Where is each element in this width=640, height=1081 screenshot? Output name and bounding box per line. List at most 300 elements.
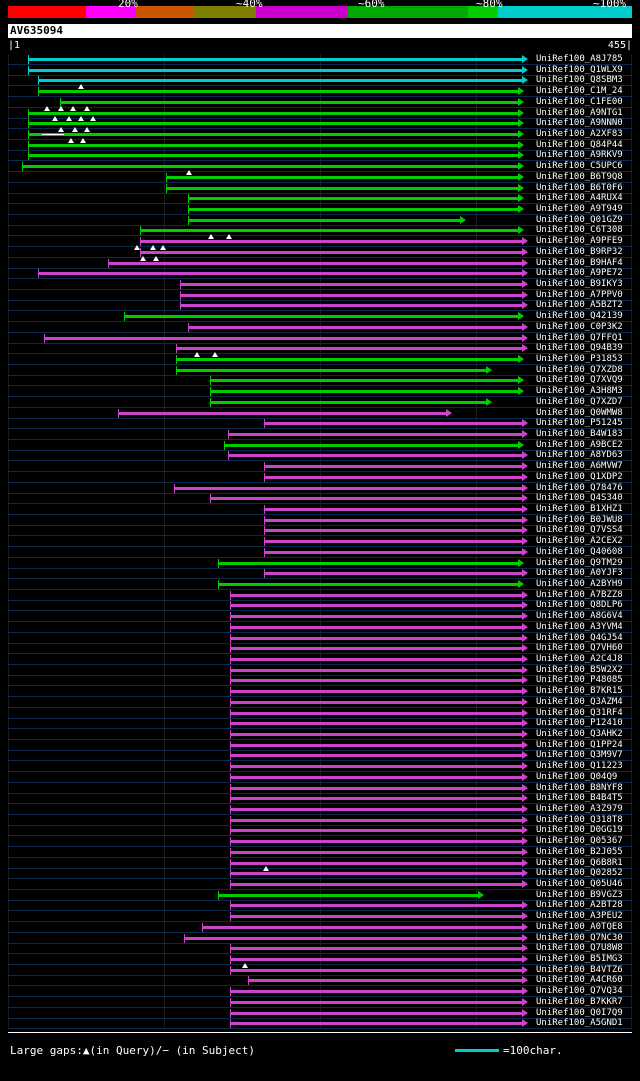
hit-start-cap	[180, 280, 181, 289]
hit-arrow-icon	[478, 891, 484, 899]
hit-start-cap	[202, 923, 203, 932]
hit-bar[interactable]	[188, 208, 518, 211]
hit-start-cap	[230, 751, 231, 760]
hit-label[interactable]: UniRef100_A9PFE9	[536, 236, 623, 246]
hit-start-cap	[264, 548, 265, 557]
hit-start-cap	[108, 259, 109, 268]
hit-label[interactable]: UniRef100_Q7VSS4	[536, 525, 623, 535]
hit-bar[interactable]	[264, 508, 522, 511]
hit-bar[interactable]	[108, 262, 522, 265]
hit-start-cap	[230, 741, 231, 750]
hit-label[interactable]: UniRef100_Q7VH60	[536, 643, 623, 653]
hit-label[interactable]: UniRef100_Q40608	[536, 547, 623, 557]
hit-label[interactable]: UniRef100_A3YVM4	[536, 622, 623, 632]
hit-start-cap	[230, 869, 231, 878]
hit-bar[interactable]	[230, 637, 522, 640]
hit-label[interactable]: UniRef100_Q1PP24	[536, 740, 623, 750]
hit-arrow-icon	[522, 666, 528, 674]
hit-bar[interactable]	[180, 283, 522, 286]
hit-arrow-icon	[522, 848, 528, 856]
hit-arrow-icon	[522, 76, 528, 84]
hit-bar[interactable]	[176, 369, 486, 372]
hit-bar[interactable]	[264, 551, 522, 554]
subject-gap-dash-icon	[42, 134, 64, 135]
hit-bar[interactable]	[184, 937, 522, 940]
hit-bar[interactable]	[230, 647, 522, 650]
hit-bar[interactable]	[230, 915, 522, 918]
hit-label[interactable]: UniRef100_B4W183	[536, 429, 623, 439]
hit-bar[interactable]	[230, 712, 522, 715]
hit-label[interactable]: UniRef100_Q7FFQ1	[536, 333, 623, 343]
ruler-start-label: |1	[8, 40, 21, 51]
hit-bar[interactable]	[140, 251, 522, 254]
hit-bar[interactable]	[230, 722, 522, 725]
hit-start-cap	[264, 419, 265, 428]
hit-label[interactable]: UniRef100_Q3AZM4	[536, 697, 623, 707]
hit-bar[interactable]	[230, 754, 522, 757]
hit-label[interactable]: UniRef100_B5W2X2	[536, 665, 623, 675]
hit-arrow-icon	[518, 98, 524, 106]
hit-start-cap	[264, 537, 265, 546]
hit-label[interactable]: UniRef100_A2XF83	[536, 129, 623, 139]
hit-bar[interactable]	[60, 101, 518, 104]
hit-label[interactable]: UniRef100_Q8DLP6	[536, 600, 623, 610]
hit-label[interactable]: UniRef100_C0P3K2	[536, 322, 623, 332]
hit-bar[interactable]	[188, 197, 518, 200]
hit-label[interactable]: UniRef100_B6T9Q8	[536, 172, 623, 182]
hit-start-cap	[28, 55, 29, 64]
hit-label[interactable]: UniRef100_B8NYF8	[536, 783, 623, 793]
hit-bar[interactable]	[230, 701, 522, 704]
hit-arrow-icon	[522, 966, 528, 974]
hit-bar[interactable]	[176, 358, 518, 361]
hit-arrow-icon	[518, 559, 524, 567]
hit-label[interactable]: UniRef100_C5UPC6	[536, 161, 623, 171]
hit-arrow-icon	[522, 805, 528, 813]
hit-start-cap	[210, 398, 211, 407]
hit-label[interactable]: UniRef100_A2BT28	[536, 900, 623, 910]
hit-arrow-icon	[522, 462, 528, 470]
hit-label[interactable]: UniRef100_P31853	[536, 354, 623, 364]
hit-label[interactable]: UniRef100_Q3AHK2	[536, 729, 623, 739]
hit-bar[interactable]	[44, 337, 522, 340]
hit-bar[interactable]	[180, 304, 522, 307]
hit-bar[interactable]	[230, 1022, 522, 1025]
hit-bar[interactable]	[28, 58, 522, 61]
hit-label[interactable]: UniRef100_A0TQE8	[536, 922, 623, 932]
hit-start-cap	[230, 859, 231, 868]
hit-bar[interactable]	[230, 776, 522, 779]
hit-bar[interactable]	[230, 808, 522, 811]
hit-bar[interactable]	[174, 487, 522, 490]
hit-arrow-icon	[522, 730, 528, 738]
hit-bar[interactable]	[218, 894, 478, 897]
hit-bar[interactable]	[230, 990, 522, 993]
hit-label[interactable]: UniRef100_B9VGZ3	[536, 890, 623, 900]
hit-bar[interactable]	[28, 69, 522, 72]
hit-label[interactable]: UniRef100_B7KKR7	[536, 997, 623, 1007]
hit-start-cap	[180, 291, 181, 300]
hit-start-cap	[188, 194, 189, 203]
hit-bar[interactable]	[230, 851, 522, 854]
query-gap-triangle-icon	[78, 116, 84, 121]
hit-arrow-icon	[486, 366, 492, 374]
hit-arrow-icon	[522, 880, 528, 888]
hit-start-cap	[218, 580, 219, 589]
hit-label[interactable]: UniRef100_A9PE72	[536, 268, 623, 278]
hit-bar[interactable]	[28, 154, 518, 157]
hit-bar[interactable]	[248, 979, 522, 982]
hit-label[interactable]: UniRef100_C6T308	[536, 225, 623, 235]
hit-label[interactable]: UniRef100_B4VTZ6	[536, 965, 623, 975]
hit-start-cap	[140, 226, 141, 235]
ruler-end-label: 455|	[607, 40, 632, 51]
alignment-plot	[8, 54, 632, 1029]
hit-label[interactable]: UniRef100_A3Z979	[536, 804, 623, 814]
hit-start-cap	[224, 441, 225, 450]
query-gap-triangle-icon	[140, 256, 146, 261]
hit-arrow-icon	[522, 762, 528, 770]
hit-bar[interactable]	[230, 669, 522, 672]
hit-arrow-icon	[522, 323, 528, 331]
hit-start-cap	[264, 462, 265, 471]
hit-label[interactable]: UniRef100_Q7XZD7	[536, 397, 623, 407]
hit-bar[interactable]	[176, 347, 522, 350]
hit-label[interactable]: UniRef100_Q318T8	[536, 815, 623, 825]
hit-arrow-icon	[518, 87, 524, 95]
hit-bar[interactable]	[264, 540, 522, 543]
hit-bar[interactable]	[230, 862, 522, 865]
hit-label[interactable]: UniRef100_B9HAF4	[536, 258, 623, 268]
hit-bar[interactable]	[230, 658, 522, 661]
hit-start-cap	[230, 784, 231, 793]
hit-label[interactable]: UniRef100_Q7U8W8	[536, 943, 623, 953]
hit-arrow-icon	[522, 430, 528, 438]
hit-bar[interactable]	[140, 229, 518, 232]
hit-bar[interactable]	[230, 840, 522, 843]
hit-bar[interactable]	[230, 679, 522, 682]
hit-label[interactable]: UniRef100_A9T949	[536, 204, 623, 214]
hit-bar[interactable]	[140, 240, 522, 243]
hit-bar[interactable]	[230, 733, 522, 736]
hit-label[interactable]: UniRef100_Q04Q9	[536, 772, 618, 782]
hit-label[interactable]: UniRef100_A9BCE2	[536, 440, 623, 450]
hit-label[interactable]: UniRef100_B7KR15	[536, 686, 623, 696]
hit-label[interactable]: UniRef100_Q01GZ9	[536, 215, 623, 225]
query-gap-triangle-icon	[44, 106, 50, 111]
hit-bar[interactable]	[38, 272, 522, 275]
hit-label[interactable]: UniRef100_Q7NC30	[536, 933, 623, 943]
hit-label[interactable]: UniRef100_P12410	[536, 718, 623, 728]
hit-bar[interactable]	[230, 787, 522, 790]
hit-arrow-icon	[522, 998, 528, 1006]
hit-arrow-icon	[522, 66, 528, 74]
hit-bar[interactable]	[230, 615, 522, 618]
hit-arrow-icon	[522, 676, 528, 684]
hit-bar[interactable]	[28, 144, 518, 147]
hit-label[interactable]: UniRef100_A4RUX4	[536, 193, 623, 203]
hit-bar[interactable]	[230, 829, 522, 832]
hit-bar[interactable]	[202, 926, 522, 929]
hit-label[interactable]: UniRef100_B9RP32	[536, 247, 623, 257]
hit-label[interactable]: UniRef100_Q7XZD8	[536, 365, 623, 375]
hit-arrow-icon	[522, 473, 528, 481]
hit-bar[interactable]	[230, 1012, 522, 1015]
query-gap-triangle-icon	[208, 234, 214, 239]
footer-divider	[8, 1032, 632, 1033]
hit-start-cap	[180, 301, 181, 310]
hit-label[interactable]: UniRef100_Q11223	[536, 761, 623, 771]
hit-label[interactable]: UniRef100_Q6B8R1	[536, 858, 623, 868]
hit-label[interactable]: UniRef100_A3PEU2	[536, 911, 623, 921]
hit-bar[interactable]	[230, 969, 522, 972]
hit-label[interactable]: UniRef100_Q0WMW8	[536, 408, 623, 418]
hit-arrow-icon	[522, 976, 528, 984]
hit-label[interactable]: UniRef100_C1FE00	[536, 97, 623, 107]
legend-tick-label: ~80%	[476, 0, 503, 10]
hit-arrow-icon	[522, 612, 528, 620]
hit-bar[interactable]	[264, 529, 522, 532]
query-gap-triangle-icon	[78, 84, 84, 89]
hit-label[interactable]: UniRef100_P51245	[536, 418, 623, 428]
hit-bar[interactable]	[230, 872, 522, 875]
hit-bar[interactable]	[166, 176, 518, 179]
hit-start-cap	[230, 601, 231, 610]
hit-bar[interactable]	[230, 604, 522, 607]
hit-start-cap	[44, 334, 45, 343]
hit-bar[interactable]	[210, 390, 518, 393]
hit-label[interactable]: UniRef100_Q31RF4	[536, 708, 623, 718]
hit-label[interactable]: UniRef100_A0YJF3	[536, 568, 623, 578]
hit-label[interactable]: UniRef100_Q84P44	[536, 140, 623, 150]
hit-label[interactable]: UniRef100_A9NTG1	[536, 108, 623, 118]
hit-label[interactable]: UniRef100_A9RKV9	[536, 150, 623, 160]
hit-bar[interactable]	[230, 958, 522, 961]
hit-bar[interactable]	[210, 379, 518, 382]
hit-label[interactable]: UniRef100_Q0I7Q9	[536, 1008, 623, 1018]
hit-label[interactable]: UniRef100_A2CEX2	[536, 536, 623, 546]
hit-bar[interactable]	[264, 572, 522, 575]
hit-start-cap	[28, 141, 29, 150]
hit-bar[interactable]	[124, 315, 518, 318]
hit-arrow-icon	[522, 634, 528, 642]
hit-label[interactable]: UniRef100_Q02852	[536, 868, 623, 878]
hit-bar[interactable]	[228, 454, 522, 457]
hit-arrow-icon	[522, 826, 528, 834]
hit-label[interactable]: UniRef100_B5IMG3	[536, 954, 623, 964]
hit-start-cap	[22, 162, 23, 171]
hit-start-cap	[210, 387, 211, 396]
hit-bar[interactable]	[28, 122, 518, 125]
hit-start-cap	[230, 773, 231, 782]
hit-start-cap	[230, 837, 231, 846]
hit-arrow-icon	[518, 205, 524, 213]
hit-label[interactable]: UniRef100_Q7XVQ9	[536, 375, 623, 385]
hit-label[interactable]: UniRef100_A2BYH9	[536, 579, 623, 589]
legend-tick-label: 20%	[118, 0, 138, 10]
hit-arrow-icon	[518, 151, 524, 159]
hit-start-cap	[228, 430, 229, 439]
hit-label[interactable]: UniRef100_B1XHZ1	[536, 504, 623, 514]
hit-label[interactable]: UniRef100_Q4S340	[536, 493, 623, 503]
hit-label[interactable]: UniRef100_Q05367	[536, 836, 623, 846]
hit-label[interactable]: UniRef100_Q78476	[536, 483, 623, 493]
hit-bar[interactable]	[218, 583, 518, 586]
hit-label[interactable]: UniRef100_A9NNN0	[536, 118, 623, 128]
hit-label[interactable]: UniRef100_Q9TM29	[536, 558, 623, 568]
hit-bar[interactable]	[210, 497, 522, 500]
hit-label[interactable]: UniRef100_Q8SBM3	[536, 75, 623, 85]
hit-start-cap	[230, 826, 231, 835]
hit-bar[interactable]	[230, 883, 522, 886]
query-gap-triangle-icon	[84, 106, 90, 111]
hit-arrow-icon	[522, 644, 528, 652]
hit-label[interactable]: UniRef100_B6T0F6	[536, 183, 623, 193]
hit-bar[interactable]	[230, 690, 522, 693]
hit-arrow-icon	[522, 301, 528, 309]
hit-start-cap	[230, 762, 231, 771]
hit-label[interactable]: UniRef100_Q4GJ54	[536, 633, 623, 643]
hit-bar[interactable]	[224, 444, 518, 447]
hit-arrow-icon	[518, 162, 524, 170]
hit-bar[interactable]	[180, 294, 522, 297]
hit-start-cap	[230, 1009, 231, 1018]
hit-bar[interactable]	[264, 476, 522, 479]
hit-bar[interactable]	[38, 79, 522, 82]
hit-bar[interactable]	[166, 187, 518, 190]
hit-label[interactable]: UniRef100_Q42139	[536, 311, 623, 321]
hit-label[interactable]: UniRef100_Q1WLX9	[536, 65, 623, 75]
hit-arrow-icon	[446, 409, 452, 417]
hit-arrow-icon	[522, 869, 528, 877]
hit-bar[interactable]	[28, 112, 518, 115]
query-id-label: AV635094	[10, 24, 63, 37]
hit-bar[interactable]	[264, 519, 522, 522]
hit-label[interactable]: UniRef100_A5BZT2	[536, 300, 623, 310]
hit-arrow-icon	[522, 259, 528, 267]
hit-arrow-icon	[522, 773, 528, 781]
hit-label[interactable]: UniRef100_Q1XDP2	[536, 472, 623, 482]
hit-start-cap	[118, 409, 119, 418]
query-gap-triangle-icon	[134, 245, 140, 250]
hit-label[interactable]: UniRef100_Q94B39	[536, 343, 623, 353]
hit-bar[interactable]	[230, 819, 522, 822]
hit-label[interactable]: UniRef100_A7PPV0	[536, 290, 623, 300]
hit-label[interactable]: UniRef100_A8YD63	[536, 450, 623, 460]
hit-bar[interactable]	[230, 947, 522, 950]
hit-start-cap	[228, 451, 229, 460]
hit-arrow-icon	[518, 184, 524, 192]
hit-label[interactable]: UniRef100_A8G6V4	[536, 611, 623, 621]
hit-bar[interactable]	[230, 904, 522, 907]
hit-arrow-icon	[522, 923, 528, 931]
hit-bar[interactable]	[230, 594, 522, 597]
hit-label[interactable]: UniRef100_B2J055	[536, 847, 623, 857]
hit-start-cap	[188, 205, 189, 214]
hit-bar[interactable]	[118, 412, 446, 415]
hit-start-cap	[230, 623, 231, 632]
hit-start-cap	[28, 109, 29, 118]
hit-label[interactable]: UniRef100_A5GND1	[536, 1018, 623, 1028]
hit-bar[interactable]	[38, 90, 518, 93]
hit-arrow-icon	[522, 248, 528, 256]
hit-label[interactable]: UniRef100_A6MVW7	[536, 461, 623, 471]
hit-bar[interactable]	[228, 433, 522, 436]
query-gap-triangle-icon	[194, 352, 200, 357]
hit-start-cap	[230, 634, 231, 643]
hit-label[interactable]: UniRef100_P48085	[536, 675, 623, 685]
hit-arrow-icon	[522, 837, 528, 845]
hit-label[interactable]: UniRef100_B0JWU8	[536, 515, 623, 525]
hit-bar[interactable]	[230, 626, 522, 629]
hit-label[interactable]: UniRef100_A7BZZ8	[536, 590, 623, 600]
query-gap-triangle-icon	[70, 106, 76, 111]
hit-arrow-icon	[522, 55, 528, 63]
hit-start-cap	[230, 1019, 231, 1028]
hit-label[interactable]: UniRef100_A3H8M3	[536, 386, 623, 396]
hit-start-cap	[230, 816, 231, 825]
hit-bar[interactable]	[230, 797, 522, 800]
hit-bar[interactable]	[264, 465, 522, 468]
hit-label[interactable]: UniRef100_B9IKY3	[536, 279, 623, 289]
hit-label[interactable]: UniRef100_Q3M9V7	[536, 750, 623, 760]
hit-label[interactable]: UniRef100_Q7VQ34	[536, 986, 623, 996]
hit-bar[interactable]	[188, 326, 522, 329]
hit-start-cap	[230, 698, 231, 707]
hit-label[interactable]: UniRef100_A2C4J8	[536, 654, 623, 664]
hit-label[interactable]: UniRef100_Q05U46	[536, 879, 623, 889]
hit-label[interactable]: UniRef100_A4CR60	[536, 975, 623, 985]
query-gap-triangle-icon	[153, 256, 159, 261]
query-gap-triangle-icon	[58, 127, 64, 132]
hit-arrow-icon	[522, 569, 528, 577]
hit-label[interactable]: UniRef100_C1M_24	[536, 86, 623, 96]
hit-bar[interactable]	[22, 165, 518, 168]
hit-arrow-icon	[522, 655, 528, 663]
hit-arrow-icon	[522, 687, 528, 695]
query-gap-triangle-icon	[263, 866, 269, 871]
hit-bar[interactable]	[218, 562, 518, 565]
grid-line	[164, 54, 165, 1029]
hit-start-cap	[230, 880, 231, 889]
hit-bar[interactable]	[210, 401, 486, 404]
hit-arrow-icon	[522, 537, 528, 545]
hit-bar[interactable]	[28, 133, 518, 136]
hit-arrow-icon	[522, 494, 528, 502]
hit-arrow-icon	[522, 698, 528, 706]
hit-start-cap	[218, 891, 219, 900]
hit-start-cap	[264, 569, 265, 578]
hit-start-cap	[176, 366, 177, 375]
query-gap-triangle-icon	[90, 116, 96, 121]
hit-bar[interactable]	[264, 422, 522, 425]
hit-bar[interactable]	[188, 219, 460, 222]
hit-arrow-icon	[518, 580, 524, 588]
hit-arrow-icon	[522, 334, 528, 342]
query-gap-triangle-icon	[58, 106, 64, 111]
grid-line	[631, 54, 632, 1029]
query-ruler	[8, 40, 632, 52]
hit-label[interactable]: UniRef100_A8J785	[536, 54, 623, 64]
hit-label[interactable]: UniRef100_D0GG19	[536, 825, 623, 835]
hit-bar[interactable]	[230, 744, 522, 747]
hit-start-cap	[188, 323, 189, 332]
hit-bar[interactable]	[230, 765, 522, 768]
query-gap-triangle-icon	[160, 245, 166, 250]
hit-label[interactable]: UniRef100_B4B4T5	[536, 793, 623, 803]
hit-bar[interactable]	[230, 1001, 522, 1004]
hit-start-cap	[230, 901, 231, 910]
